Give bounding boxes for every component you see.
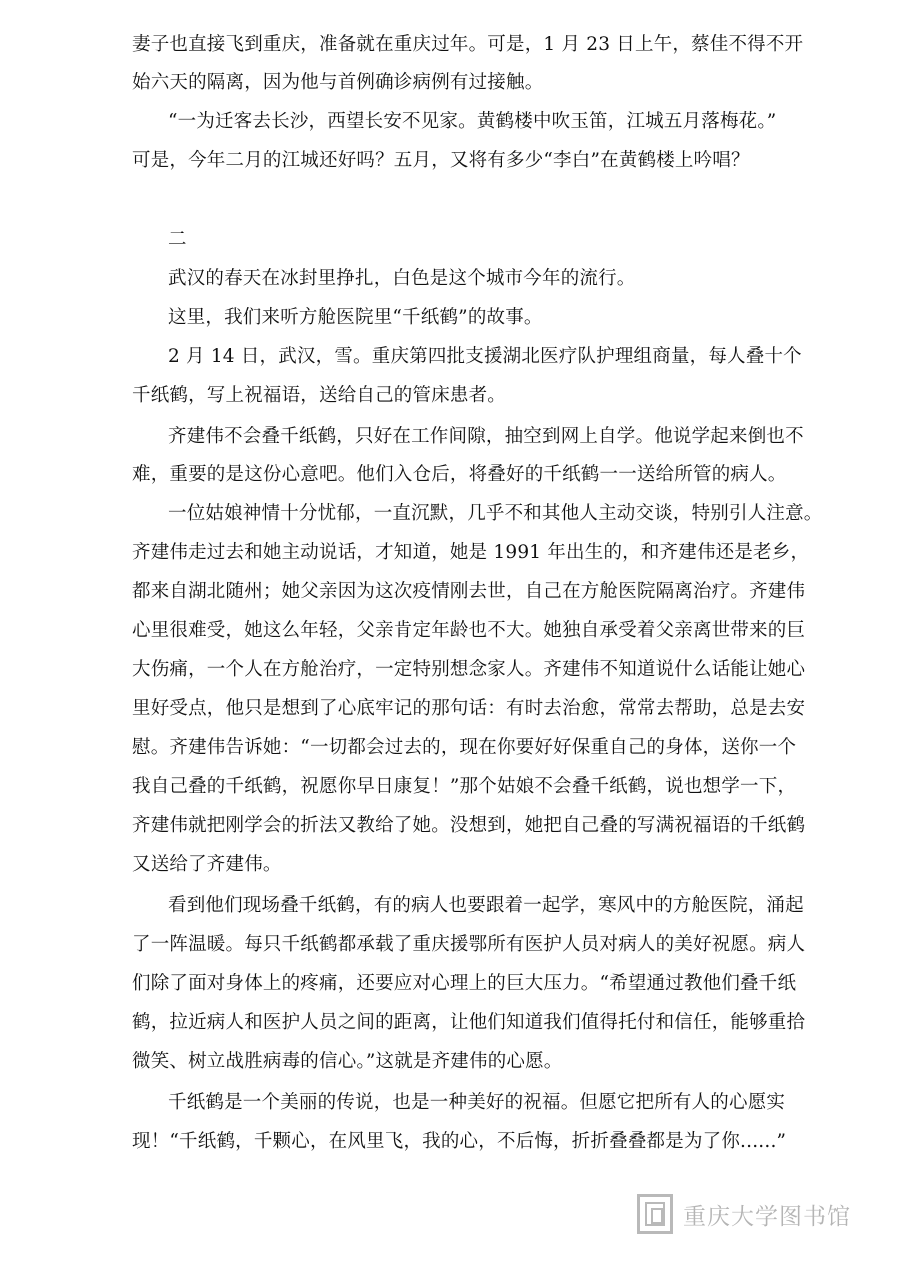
text-line: 又送给了齐建伟。 (132, 854, 282, 875)
library-seal-icon (637, 1194, 673, 1234)
text-line: 心里很难受，她这么年轻，父亲肯定年龄也不大。她独自承受着父亲离世带来的巨 (132, 620, 806, 641)
text-line: 千纸鹤是一个美丽的传说，也是一种美好的祝福。但愿它把所有人的心愿实 (168, 1092, 786, 1113)
text-line: 2 月 14 日，武汉，雪。重庆第四批支援湖北医疗队护理组商量，每人叠十个 (168, 346, 802, 367)
text-line: 看到他们现场叠千纸鹤，有的病人也要跟着一起学，寒风中的方舱医院，涌起 (168, 895, 804, 916)
text-line: 可是，今年二月的江城还好吗？五月，又将有多少“李白”在黄鹤楼上吟唱？ (132, 150, 750, 171)
text-line: 慰。齐建伟告诉她：“一切都会过去的，现在你要好好保重自己的身体，送你一个 (132, 737, 797, 758)
section-heading: 二 (168, 229, 187, 250)
text-line: 们除了面对身体上的疼痛，还要应对心理上的巨大压力。“希望通过教他们叠千纸 (132, 973, 797, 994)
text-line: 大伤痛，一个人在方舱治疗，一定特别想念家人。齐建伟不知道说什么话能让她心 (132, 659, 806, 680)
library-watermark (637, 1192, 851, 1236)
text-line: 我自己叠的千纸鹤，祝愿你早日康复！”那个姑娘不会叠千纸鹤，说也想学一下， (132, 776, 797, 797)
text-line: 鹤，拉近病人和医护人员之间的距离，让他们知道我们值得托付和信任，能够重拾 (132, 1012, 806, 1033)
text-line: 齐建伟不会叠千纸鹤，只好在工作间隙，抽空到网上自学。他说学起来倒也不 (168, 426, 804, 447)
text-line: 这里，我们来听方舱医院里“千纸鹤”的故事。 (168, 307, 543, 328)
text-line: 了一阵温暖。每只千纸鹤都承载了重庆援鄂所有医护人员对病人的美好祝愿。病人 (132, 934, 806, 955)
text-line: 现！“千纸鹤，千颗心，在风里飞，我的心，不后悔，折折叠叠都是为了你......” (132, 1131, 787, 1152)
text-line: 始六天的隔离，因为他与首例确诊病例有过接触。 (132, 72, 544, 93)
text-line: “一为迁客去长沙，西望长安不见家。黄鹤楼中吹玉笛，江城五月落梅花。” (168, 111, 777, 132)
text-line: 齐建伟就把刚学会的折法又教给了她。没想到，她把自己叠的写满祝福语的千纸鹤 (132, 815, 806, 836)
text-line: 都来自湖北随州；她父亲因为这次疫情刚去世，自己在方舱医院隔离治疗。齐建伟 (132, 581, 806, 602)
text-line: 妻子也直接飞到重庆，准备就在重庆过年。可是，1 月 23 日上午，蔡佳不得不开 (132, 34, 804, 55)
text-line: 千纸鹤，写上祝福语，送给自己的管床患者。 (132, 385, 507, 406)
text-line: 一位姑娘神情十分忧郁，一直沉默，几乎不和其他人主动交谈，特别引人注意。 (168, 503, 823, 524)
text-line: 微笑、树立战胜病毒的信心。”这就是齐建伟的心愿。 (132, 1051, 563, 1072)
text-line: 齐建伟走过去和她主动说话，才知道，她是 1991 年出生的，和齐建伟还是老乡， (132, 542, 810, 563)
watermark-text: 重庆大学图书馆 (683, 1203, 851, 1230)
text-line: 里好受点，他只是想到了心底牢记的那句话：有时去治愈，常常去帮助，总是去安 (132, 698, 806, 719)
text-line: 难，重要的是这份心意吧。他们入仓后，将叠好的千纸鹤一一送给所管的病人。 (132, 464, 787, 485)
text-line: 武汉的春天在冰封里挣扎，白色是这个城市今年的流行。 (168, 268, 636, 289)
